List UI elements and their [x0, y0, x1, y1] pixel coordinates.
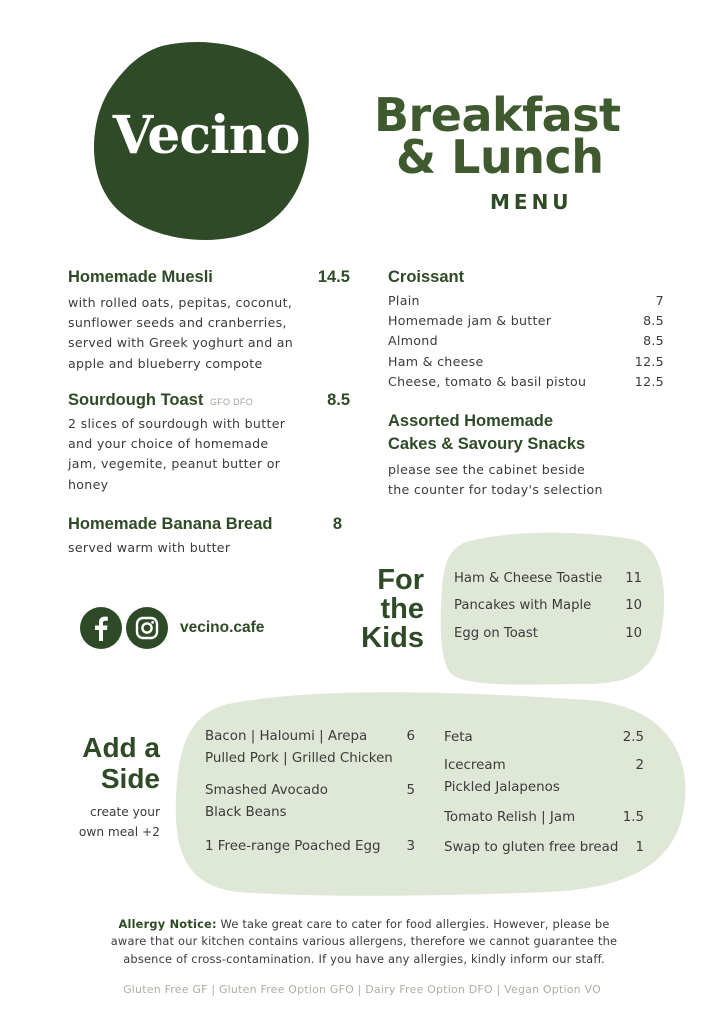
item-name-line-2: Cakes & Savoury Snacks: [388, 435, 586, 453]
menu-item-croissant: [388, 268, 664, 392]
item-name: Croissant: [388, 268, 465, 286]
menu-item-muesli: [68, 268, 350, 374]
croissant-options: [388, 291, 664, 392]
menu-title-line-2: & Lunch: [396, 130, 604, 184]
side-item: Smashed Avocado Black Beans 5: [205, 783, 415, 820]
item-name: Homemade Muesli: [68, 268, 213, 286]
croissant-option: Ham & cheese 12.5: [388, 353, 664, 369]
item-name: Sourdough Toast: [68, 391, 204, 409]
logo-wordmark: Vecino: [112, 105, 300, 166]
facebook-icon[interactable]: [80, 607, 122, 649]
menu-item-banana-bread: [68, 515, 342, 558]
item-description: served warm with butter: [68, 540, 231, 555]
instagram-icon[interactable]: [126, 607, 168, 649]
menu-item-cakes: [388, 410, 664, 500]
allergy-notice: Allergy Notice: We take great care to cater for food allergies. However, please be aware that our kitchen contains various allergens, therefore we cannot guarantee the absence of cross-contamination. If you have any allergies, kindly inform our staff.: [110, 917, 618, 966]
croissant-option: Cheese, tomato & basil pistou 12.5: [388, 373, 664, 389]
croissant-option: Plain 7: [388, 293, 664, 308]
sides-left-list: [205, 726, 415, 858]
side-item: Swap to gluten free bread 1: [444, 840, 644, 855]
item-name-line-1: Assorted Homemade: [388, 412, 554, 430]
item-price: 14.5: [317, 268, 350, 286]
item-price: 8.5: [327, 391, 350, 409]
allergy-label: Allergy Notice:: [118, 917, 217, 931]
kids-menu: [454, 571, 642, 653]
menu-subtitle: MENU: [490, 190, 573, 214]
menu-title-line-1: Breakfast: [374, 88, 621, 142]
sides-title: Add a Side create your own meal +2: [40, 732, 160, 842]
kids-title: For the Kids: [361, 564, 424, 654]
croissant-option: Almond 8.5: [388, 333, 664, 349]
kids-item: Pancakes with Maple 10: [454, 598, 642, 613]
side-item: Bacon | Haloumi | Arepa Pulled Pork | Grilled Chicken 6: [205, 729, 415, 766]
menu-item-sourdough: [68, 391, 350, 495]
diet-tags: GFO DFO: [209, 397, 254, 407]
item-name: Homemade Banana Bread: [68, 515, 273, 533]
dietary-legend: Gluten Free GF | Gluten Free Option GFO | Dairy Free Option DFO | Vegan Option VO: [123, 983, 601, 996]
item-description: 2 slices of sourdough with butter and your choice of homemade jam, vegemite, peanut butter or honey: [68, 416, 286, 492]
side-item: Tomato Relish | Jam 1.5: [444, 810, 644, 825]
sides-right-list: [444, 727, 644, 859]
kids-item: Egg on Toast 10: [454, 626, 642, 641]
side-item: Icecream Pickled Jalapenos 2: [444, 758, 644, 795]
side-item: Feta 2.5: [444, 730, 644, 745]
item-price: 8: [332, 515, 342, 533]
item-description: with rolled oats, pepitas, coconut, sunflower seeds and cranberries, served with Greek yoghurt and an apple and blueberry compote: [68, 295, 294, 371]
croissant-option: Homemade jam & butter 8.5: [388, 313, 664, 329]
social-links: [80, 607, 264, 649]
social-handle[interactable]: vecino.cafe: [180, 619, 265, 636]
kids-item: Ham & Cheese Toastie 11: [454, 571, 642, 586]
sides-subtitle: create your own meal +2: [78, 805, 160, 839]
side-item: 1 Free-range Poached Egg 3: [205, 839, 415, 854]
item-name-wrap: [68, 391, 253, 410]
item-description: please see the cabinet beside the counter for today's selection: [388, 462, 603, 498]
